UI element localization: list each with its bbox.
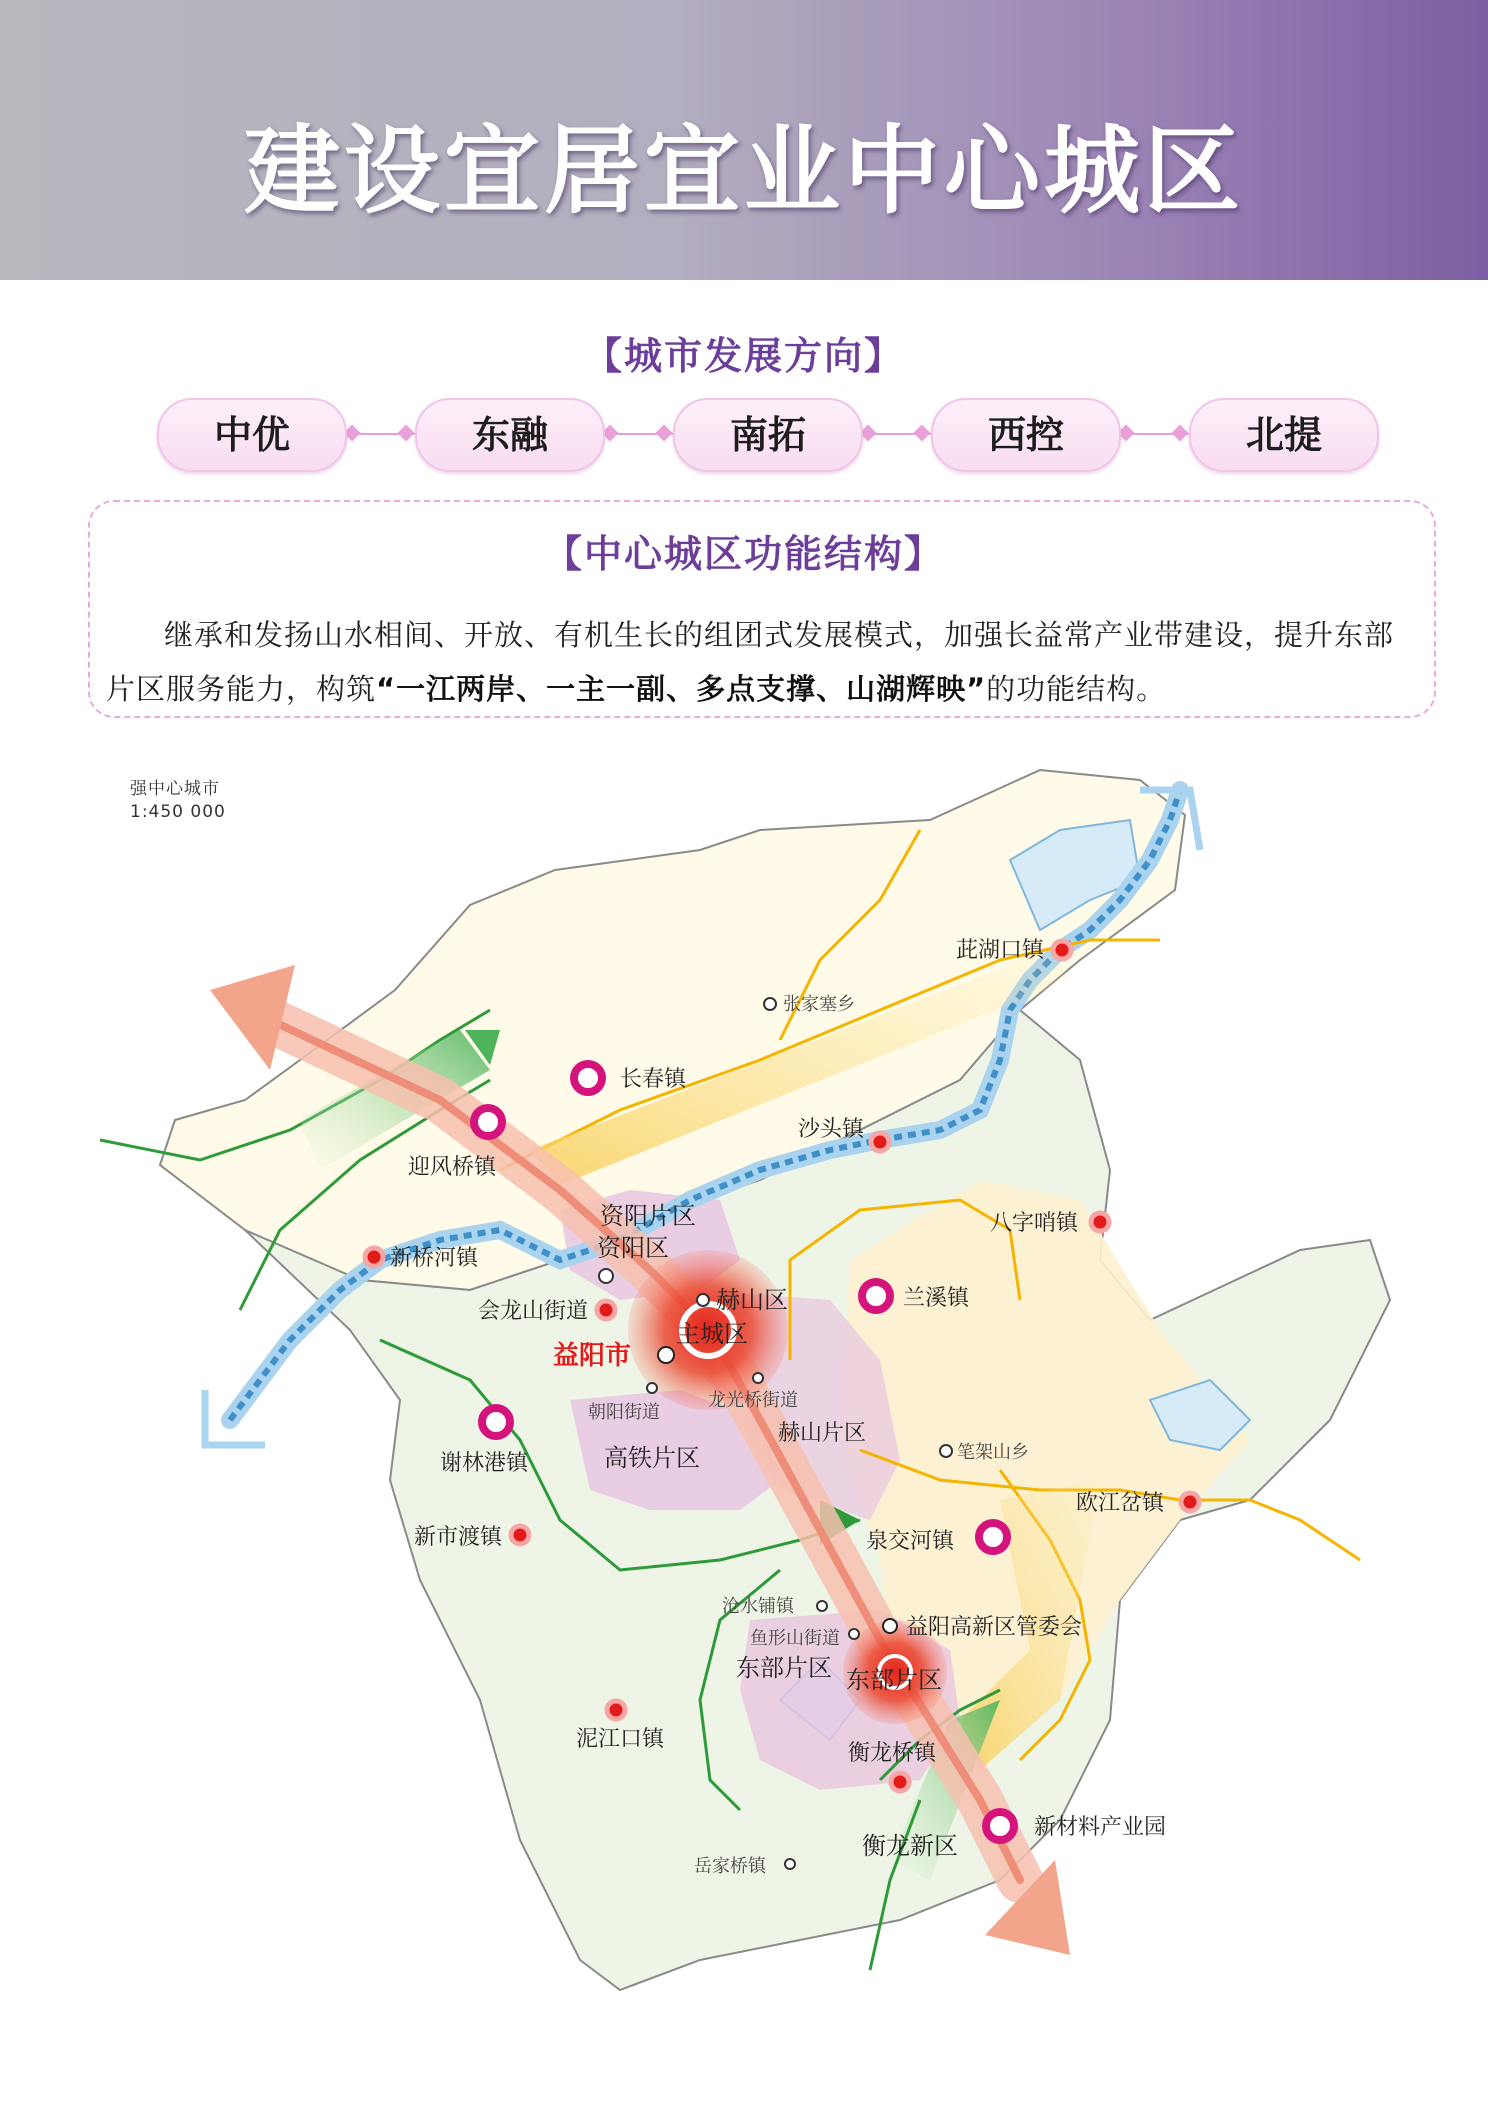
map-caption-scale: 1:450 000 — [130, 802, 226, 822]
label-changchun: 长春镇 — [620, 1067, 687, 1092]
town-marker — [979, 1523, 1007, 1551]
axis-arrow-nw-icon — [210, 965, 295, 1070]
town-marker — [474, 1108, 502, 1136]
label-huilong: 会龙山街道 — [478, 1299, 589, 1324]
city-marker — [658, 1347, 674, 1363]
town-dot — [1053, 941, 1071, 959]
label-lanxi: 兰溪镇 — [903, 1286, 970, 1311]
label-yuejiaqiao: 岳家桥镇 — [694, 1856, 766, 1877]
direction-item-west: 西控 — [931, 398, 1121, 472]
label-xincailiao: 新材料产业园 — [1034, 1815, 1167, 1840]
direction-item-north: 北提 — [1189, 398, 1379, 472]
minor-marker — [817, 1601, 827, 1611]
town-marker — [482, 1408, 510, 1436]
label-city: 益阳市 — [553, 1341, 632, 1371]
label-nijiangkou: 泥江口镇 — [576, 1727, 665, 1752]
minor-marker — [785, 1859, 795, 1869]
direction-title: 【城市发展方向】 — [583, 334, 904, 378]
function-text-bold: “一江两岸、一主一副、多点支撑、山湖辉映” — [376, 672, 987, 706]
town-marker — [862, 1282, 890, 1310]
direction-item-south: 南拓 — [673, 398, 863, 472]
minor-marker — [697, 1294, 709, 1306]
label-yingfeng: 迎风桥镇 — [408, 1155, 497, 1180]
label-xielin: 谢林港镇 — [440, 1451, 529, 1476]
label-bijiashan: 笔架山乡 — [957, 1442, 1029, 1463]
town-dot — [1091, 1213, 1109, 1231]
town-dot — [891, 1773, 909, 1791]
label-quanjiao: 泉交河镇 — [866, 1529, 955, 1554]
minor-marker — [764, 998, 776, 1010]
label-cangshui: 沧水铺镇 — [722, 1596, 794, 1617]
label-bazishao: 八字哨镇 — [990, 1211, 1079, 1236]
minor-marker — [647, 1383, 657, 1393]
label-ziyang-district: 资阳区 — [597, 1234, 669, 1262]
town-marker — [986, 1812, 1014, 1840]
label-yuxing: 鱼形山街道 — [750, 1628, 840, 1649]
label-heshan-district: 赫山区 — [716, 1286, 788, 1314]
label-xinshidu: 新市渡镇 — [414, 1525, 503, 1550]
label-gaotie: 高铁片区 — [604, 1444, 700, 1472]
label-cihukou: 茈湖口镇 — [956, 938, 1045, 963]
minor-marker — [940, 1445, 952, 1457]
town-dot — [511, 1526, 529, 1544]
town-dot — [1181, 1493, 1199, 1511]
direction-item-east: 东融 — [415, 398, 605, 472]
function-text-end: 的功能结构。 — [986, 672, 1167, 706]
label-longguang: 龙光桥街道 — [708, 1390, 798, 1411]
label-east-zone: 东部片区 — [736, 1654, 832, 1682]
label-hengzhou-town: 衡龙桥镇 — [848, 1741, 937, 1766]
label-main-zone: 主城区 — [676, 1320, 748, 1348]
town-dot — [365, 1248, 383, 1266]
direction-item-central: 中优 — [157, 398, 347, 472]
label-oujiang: 欧江岔镇 — [1076, 1491, 1165, 1516]
label-heshan-area: 赫山片区 — [778, 1421, 867, 1446]
map-caption-title: 强中心城市 — [130, 779, 220, 799]
gaoxin-marker — [883, 1619, 897, 1633]
label-ziyang-area: 资阳片区 — [600, 1202, 696, 1230]
town-dot — [871, 1133, 889, 1151]
minor-marker — [599, 1269, 613, 1283]
label-xinqiaohe: 新桥河镇 — [390, 1246, 479, 1271]
function-title: 【中心城区功能结构】 — [543, 532, 944, 576]
page-title: 建设宜居宜业中心城区 — [244, 115, 1244, 227]
label-gaoxin: 益阳高新区管委会 — [906, 1615, 1083, 1640]
town-dot — [597, 1301, 615, 1319]
function-text: 继承和发扬山水相间、开放、有机生长的组团式发展模式，加强长益常产业带建设，提升东部片区服务能力，构筑 — [106, 618, 1395, 706]
town-marker — [574, 1064, 602, 1092]
minor-marker — [753, 1373, 763, 1383]
town-dot — [607, 1701, 625, 1719]
label-shatou: 沙头镇 — [798, 1117, 865, 1142]
label-east-zone-2: 东部片区 — [846, 1666, 942, 1694]
label-zhaoyang: 朝阳街道 — [588, 1402, 660, 1423]
label-hengzhou: 衡龙新区 — [862, 1832, 958, 1860]
label-zhangjiasai: 张家塞乡 — [783, 994, 855, 1015]
minor-marker — [849, 1629, 859, 1639]
